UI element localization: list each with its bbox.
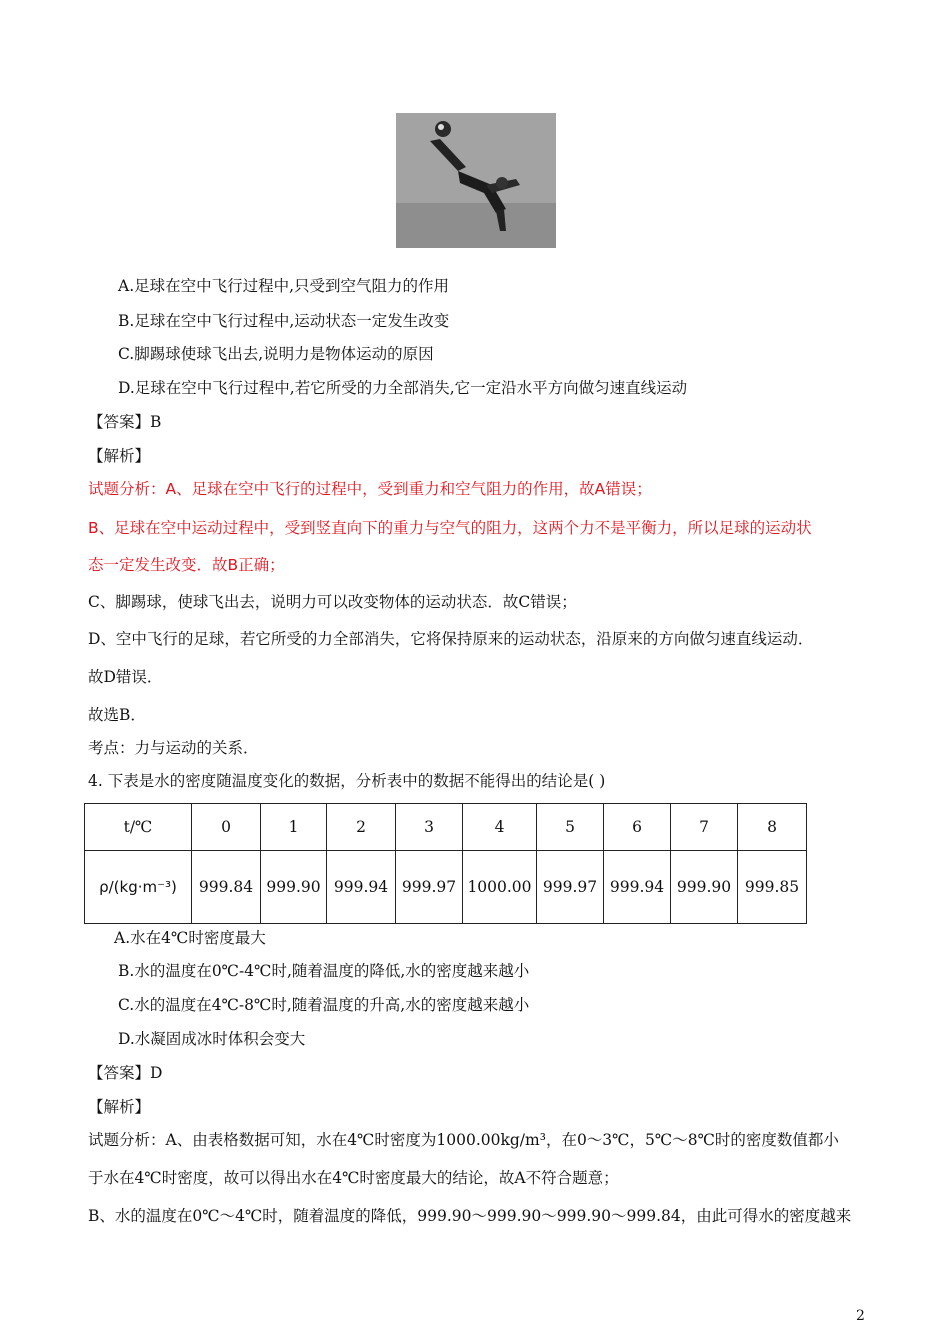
q4-analysis-line: 试题分析：A、由表格数据可知，水在4℃时密度为1000.00kg/m³，在0～3℃，5℃～8℃时的密度数值都小 [88,1131,839,1149]
density-cell: 999.90 [261,851,327,924]
temperature-cell: 4 [463,804,537,851]
q4-analysis-label: 【解析】 [88,1098,151,1116]
temperature-cell: 2 [327,804,396,851]
q3-option-a: A.足球在空中飞行过程中,只受到空气阻力的作用 [118,277,450,295]
q3-analysis-line: D、空中飞行的足球，若它所受的力全部消失，它将保持原来的运动状态，沿原来的方向做匀速直线运动． [88,630,814,648]
q3-analysis-line: C、脚踢球，使球飞出去，说明力可以改变物体的运动状态．故C错误； [88,593,577,611]
temperature-cell: 5 [537,804,604,851]
q3-analysis-red-line: B、足球在空中运动过程中，受到竖直向下的重力与空气的阻力，这两个力不是平衡力，所以足球的运动状 [88,519,812,537]
q4-answer: 【答案】D [88,1064,163,1082]
temperature-cell: 1 [261,804,327,851]
q4-option-b: B.水的温度在0℃-4℃时,随着温度的降低,水的密度越来越小 [118,962,530,980]
temperature-cell: 3 [396,804,463,851]
page-number: 2 [856,1308,865,1324]
q3-analysis-red-line: 试题分析：A、足球在空中飞行的过程中，受到重力和空气阻力的作用，故A错误； [88,480,652,498]
q4-option-c: C.水的温度在4℃-8℃时,随着温度的升高,水的密度越来越小 [118,996,530,1014]
q3-analysis-line: 故D错误． [88,668,163,686]
q3-option-d: D.足球在空中飞行过程中,若它所受的力全部消失,它一定沿水平方向做匀速直线运动 [118,379,688,397]
temperature-cell: 7 [671,804,738,851]
temperature-header: t/℃ [85,804,192,851]
density-table [84,803,807,924]
q4-option-a: A.水在4℃时密度最大 [114,929,266,947]
density-cell: 999.94 [604,851,671,924]
density-cell: 999.94 [327,851,396,924]
q3-answer: 【答案】B [88,413,162,431]
q4-analysis-line: B、水的温度在0℃～4℃时，随着温度的降低，999.90～999.90～999.90～999.84，由此可得水的密度越来 [88,1207,852,1225]
q4-stem: 4. 下表是水的密度随温度变化的数据，分析表中的数据不能得出的结论是( ) [88,772,606,790]
q3-final-choice: 故选B． [88,706,146,724]
q3-analysis-label: 【解析】 [88,447,151,465]
density-cell: 999.84 [192,851,261,924]
q3-analysis-red-line: 态一定发生改变．故B正确； [88,556,285,574]
density-cell: 999.90 [671,851,738,924]
density-header: ρ/(kg·m⁻³) [85,851,192,924]
temperature-cell: 8 [738,804,807,851]
q3-key-point: 考点：力与运动的关系． [88,739,259,757]
soccer-bicycle-kick-photo [396,113,556,248]
q3-option-c: C.脚踢球使球飞出去,说明力是物体运动的原因 [118,345,434,363]
q3-option-b: B.足球在空中飞行过程中,运动状态一定发生改变 [118,312,450,330]
soccer-player-illustration [396,113,556,248]
q4-analysis-line: 于水在4℃时密度，故可以得出水在4℃时密度最大的结论，故A不符合题意； [88,1169,619,1187]
q4-option-d: D.水凝固成冰时体积会变大 [118,1030,306,1048]
density-cell: 999.85 [738,851,807,924]
density-cell: 1000.00 [463,851,537,924]
temperature-row [85,804,807,851]
density-row [85,851,807,924]
density-cell: 999.97 [537,851,604,924]
temperature-cell: 6 [604,804,671,851]
temperature-cell: 0 [192,804,261,851]
density-cell: 999.97 [396,851,463,924]
